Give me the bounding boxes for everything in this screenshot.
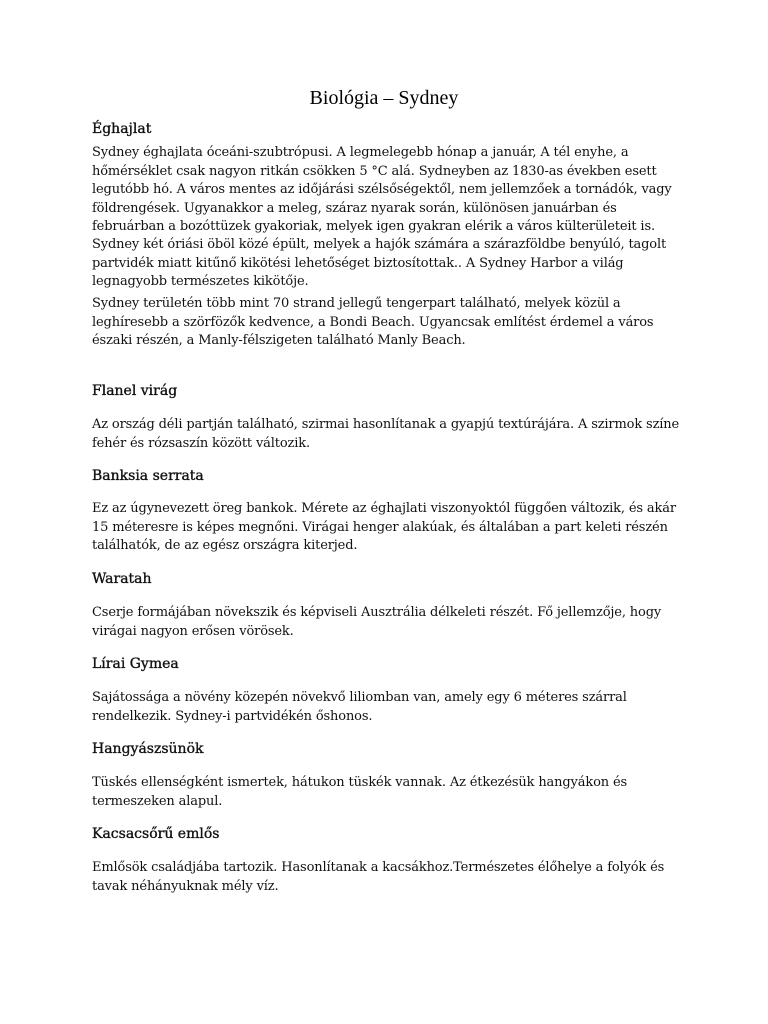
page-title: Biológia – Sydney (309, 87, 459, 109)
paragraph: Sajátossága a növény közepén növekvő liliomban van, amely egy 6 méteres szárral rendelkezik. Sydney-i partvidékén őshonos. (92, 690, 627, 724)
paragraph: Az ország déli partján található, szirmai hasonlítanak a gyapjú textúrájára. A szirmok színe fehér és rózsaszín között változik. (92, 417, 680, 451)
paragraph: Emlősök családjába tartozik. Hasonlítanak a kacsákhoz.Természetes élőhelye a folyók és tavak néhányuknak mély víz. (92, 860, 665, 894)
paragraph: Cserje formájában növekszik és képviseli Ausztrália délkeleti részét. Fő jellemzője, hogy virágai nagyon erősen vörösek. (92, 605, 662, 639)
paragraph: Sydney két óriási öböl közé épült, melyek a hajók számára a szárazföldbe benyúló, tagolt partvidék miatt kitűnő kikötési lehetőséget biztosítottak.. A Sydney Harbor a világ legnagyobb természetes kikötője. (92, 237, 667, 289)
section-heading-flanel-virag: Flanel virág (92, 383, 178, 399)
paragraph: Sydney területén több mint 70 strand jellegű tengerpart található, melyek közül a leghíresebb a szörfözők kedvence, a Bondi Beach. Ugyancsak említést érdemel a város északi részén, a Manly-félszigeten található Manly Beach. (92, 296, 654, 348)
section-heading-eghajlat: Éghajlat (92, 121, 152, 137)
section-heading-kacsacsoru-emlos: Kacsacsőrű emlős (92, 826, 220, 842)
section-heading-waratah: Waratah (92, 571, 152, 587)
paragraph: Ez az úgynevezett öreg bankok. Mérete az éghajlati viszonyoktól függően változik, és akár 15 méteresre is képes megnőni. Virágai henger alakúak, és általában a part keleti részén találhatók, de az egész országra kiterjed. (92, 501, 676, 553)
section-heading-banksia-serrata: Banksia serrata (92, 468, 204, 484)
section-heading-hangyaszsunok: Hangyászsünök (92, 741, 204, 757)
paragraph: Tüskés ellenségként ismertek, hátukon tüskék vannak. Az étkezésük hangyákon és termeszeken alapul. (92, 775, 628, 809)
section-heading-lirai-gymea: Lírai Gymea (92, 656, 179, 672)
paragraph: Sydney éghajlata óceáni-szubtrópusi. A legmelegebb hónap a január, A tél enyhe, a hőmérséklet csak nagyon ritkán csökken 5 °C alá. Sydneyben az 1830-as években esett legutóbb hó. A város mentes az időjárási szélsőségektől, nem jellemzőek a tornádók, vagy földrengések. Ugyanakkor a meleg, száraz nyarak során, különösen januárban és februárban a bozóttüzek gyakoriak, melyek igen gyakran elérik a város külterületeit is. (92, 145, 672, 234)
